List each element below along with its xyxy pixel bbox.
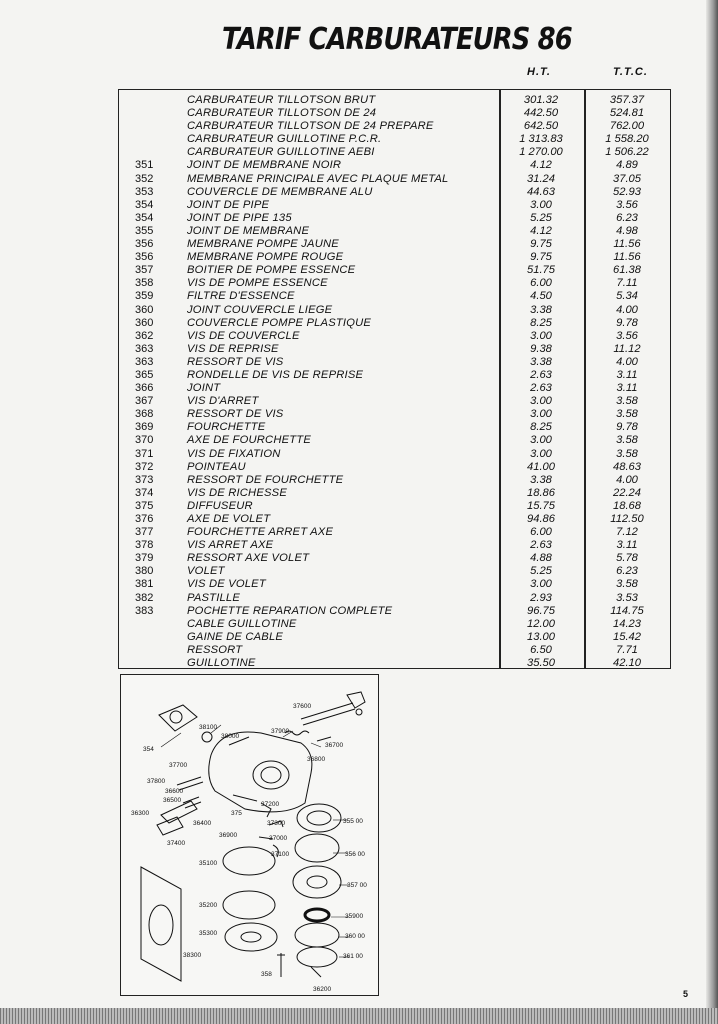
row-price-ttc: 4.00: [616, 355, 638, 368]
table-row: [119, 565, 670, 578]
gasket-sheet-part: [141, 867, 181, 981]
row-price-ttc: 11.12: [613, 342, 641, 355]
carburetor-exploded-diagram: [120, 674, 379, 996]
row-price-ttc: 1 558.20: [605, 133, 649, 146]
diagram-label-36000: 360 00: [345, 933, 365, 940]
row-price-ht: 35.50: [527, 657, 555, 670]
row-designation: COUVERCLE POMPE PLASTIQUE: [187, 316, 372, 329]
table-row: [119, 539, 670, 552]
row-ref: 383: [135, 604, 154, 617]
row-designation: MEMBRANE PRINCIPALE AVEC PLAQUE METAL: [187, 172, 449, 185]
row-ref: 382: [135, 591, 154, 604]
row-price-ht: 2.63: [530, 382, 552, 395]
row-price-ttc: 4.00: [616, 473, 638, 486]
row-price-ttc: 11.56: [613, 251, 641, 264]
table-row: [119, 592, 670, 605]
row-designation: PASTILLE: [187, 591, 241, 604]
diagram-label-37400: 37400: [167, 840, 186, 847]
row-price-ttc: 52.93: [613, 185, 641, 198]
table-row: [119, 199, 670, 212]
diagram-label-37900: 37900: [271, 728, 290, 735]
row-designation: COUVERCLE DE MEMBRANE ALU: [187, 185, 373, 198]
diagram-label-37600: 37600: [293, 703, 312, 710]
column-header-ttc: T.T.C.: [613, 66, 648, 78]
row-price-ht: 3.00: [530, 447, 552, 460]
row-ref: 360: [135, 316, 154, 329]
row-price-ttc: 4.00: [616, 303, 638, 316]
table-row: [119, 107, 670, 120]
row-ref: 363: [135, 355, 154, 368]
row-ref: 362: [135, 329, 154, 342]
row-price-ht: 94.86: [527, 513, 555, 525]
page-edge-shadow: [706, 0, 718, 1024]
table-row: [119, 408, 670, 421]
table-row: [119, 330, 670, 343]
row-ref: 380: [135, 565, 154, 578]
row-ref: 357: [135, 264, 154, 277]
row-price-ttc: 1 506.22: [605, 146, 649, 159]
row-price-ht: 3.00: [530, 198, 552, 211]
row-ref: 354: [135, 198, 154, 211]
table-row: [119, 513, 670, 526]
table-row: [119, 238, 670, 251]
row-ref: 360: [135, 303, 154, 316]
row-price-ht: 3.38: [530, 473, 552, 486]
row-price-ht: 96.75: [527, 604, 555, 617]
row-ref: 368: [135, 408, 154, 421]
row-ref: 373: [135, 473, 154, 486]
row-designation: RESSORT: [187, 643, 243, 656]
price-table-rows: [119, 94, 670, 670]
diagram-label-35500: 355 00: [343, 818, 363, 825]
diagram-label-37700: 37700: [169, 762, 188, 769]
table-row: [119, 212, 670, 225]
row-ref: 353: [135, 185, 154, 198]
row-designation: VIS DE REPRISE: [187, 342, 279, 355]
row-price-ht: 4.50: [530, 290, 552, 303]
row-designation: RESSORT DE FOURCHETTE: [187, 473, 344, 486]
row-price-ht: 41.00: [527, 460, 555, 473]
row-price-ht: 6.50: [530, 643, 552, 656]
row-ref: 359: [135, 290, 154, 303]
row-designation: VIS DE COUVERCLE: [187, 329, 300, 342]
row-designation: GUILLOTINE: [187, 657, 256, 670]
row-price-ht: 13.00: [527, 630, 555, 643]
diagram-label-35100: 35100: [199, 860, 218, 867]
diagram-label-37800: 37800: [147, 778, 166, 785]
row-designation: VIS DE POMPE ESSENCE: [187, 277, 328, 290]
row-designation: CABLE GUILLOTINE: [187, 617, 297, 630]
table-row: [119, 159, 670, 172]
row-price-ht: 6.00: [530, 526, 552, 539]
row-price-ttc: 5.78: [616, 552, 638, 565]
diagram-label-36700: 36700: [325, 742, 344, 749]
row-price-ht: 6.00: [530, 277, 552, 290]
row-price-ttc: 7.11: [616, 277, 638, 290]
row-price-ttc: 3.58: [616, 395, 638, 408]
row-price-ttc: 37.05: [613, 172, 641, 185]
column-header-ht: H.T.: [527, 66, 551, 78]
row-designation: VIS DE RICHESSE: [187, 486, 287, 499]
row-price-ttc: 7.71: [616, 643, 638, 656]
diagram-label-35900: 35900: [345, 913, 364, 920]
carburetor-body-part: [209, 732, 312, 812]
price-table: [118, 89, 671, 669]
row-designation: JOINT DE PIPE: [187, 198, 270, 211]
diagram-label-358: 358: [261, 971, 272, 978]
filter-screw-part: [311, 967, 321, 977]
row-designation: VOLET: [187, 565, 225, 578]
row-ref: 354: [135, 211, 154, 224]
table-row: [119, 526, 670, 539]
row-price-ht: 3.38: [530, 355, 552, 368]
row-designation: MEMBRANE POMPE JAUNE: [187, 238, 339, 251]
diagram-label-36900: 36900: [219, 832, 238, 839]
fuel-pump-parts: [293, 804, 341, 967]
table-row: [119, 225, 670, 238]
page-number: 5: [683, 989, 689, 999]
row-ref: 370: [135, 434, 154, 447]
row-price-ttc: 9.78: [616, 316, 638, 329]
row-price-ttc: 357.37: [609, 94, 645, 106]
row-ref: 381: [135, 578, 154, 591]
row-ref: 378: [135, 539, 154, 552]
table-row: [119, 251, 670, 264]
row-price-ht: 3.38: [530, 303, 552, 316]
row-designation: FOURCHETTE: [187, 421, 266, 434]
row-ref: 379: [135, 552, 154, 565]
table-row: [119, 552, 670, 565]
row-ref: 363: [135, 342, 154, 355]
table-row: [119, 434, 670, 447]
table-row: [119, 618, 670, 631]
table-row: [119, 487, 670, 500]
row-price-ttc: 15.42: [613, 630, 641, 643]
row-ref: 356: [135, 238, 154, 251]
row-price-ttc: 7.12: [616, 526, 638, 539]
row-designation: RONDELLE DE VIS DE REPRISE: [187, 368, 364, 381]
diagram-label-36400: 36400: [193, 820, 212, 827]
row-price-ht: 5.25: [530, 565, 552, 578]
row-price-ht: 18.86: [527, 486, 555, 499]
row-designation: FILTRE D'ESSENCE: [187, 290, 295, 303]
row-designation: VIS D'ARRET: [187, 395, 259, 408]
row-price-ht: 1 270.00: [519, 146, 563, 159]
diagram-label-36600: 36600: [165, 788, 184, 795]
row-price-ttc: 3.58: [616, 447, 638, 460]
carburetor-diagram-svg: [121, 675, 380, 997]
row-price-ttc: 48.63: [613, 460, 641, 473]
row-ref: 367: [135, 395, 154, 408]
diagram-label-35700: 357 00: [347, 882, 367, 889]
table-row: [119, 605, 670, 618]
table-row: [119, 644, 670, 657]
row-designation: CARBURATEUR GUILLOTINE P.C.R.: [187, 133, 382, 146]
row-designation: MEMBRANE POMPE ROUGE: [187, 251, 344, 264]
row-price-ttc: 3.56: [616, 198, 638, 211]
row-price-ttc: 5.34: [616, 290, 638, 303]
table-row: [119, 290, 670, 303]
row-price-ttc: 114.75: [610, 604, 644, 617]
row-price-ht: 301.32: [523, 94, 559, 106]
row-price-ttc: 3.11: [616, 539, 638, 552]
table-row: [119, 317, 670, 330]
row-price-ttc: 11.56: [613, 238, 641, 251]
row-designation: CARBURATEUR TILLOTSON DE 24 PREPARE: [187, 120, 434, 133]
row-designation: JOINT DE MEMBRANE: [187, 224, 310, 237]
table-row: [119, 631, 670, 644]
row-designation: BOITIER DE POMPE ESSENCE: [187, 264, 356, 277]
row-price-ht: 1 313.83: [519, 133, 563, 146]
row-ref: 369: [135, 421, 154, 434]
row-ref: 356: [135, 251, 154, 264]
row-price-ht: 3.00: [530, 395, 552, 408]
row-price-ht: 4.88: [530, 552, 552, 565]
row-price-ttc: 6.23: [616, 565, 638, 578]
row-designation: CARBURATEUR GUILLOTINE AEBI: [187, 146, 375, 159]
table-row: [119, 356, 670, 369]
table-row: [119, 395, 670, 408]
row-price-ht: 9.75: [530, 251, 552, 264]
row-price-ht: 3.00: [530, 329, 552, 342]
table-row: [119, 277, 670, 290]
row-price-ht: 44.63: [527, 185, 555, 198]
page-title: TARIF CARBURATEURS 86: [222, 22, 572, 57]
table-row: [119, 133, 670, 146]
row-price-ttc: 3.56: [616, 329, 638, 342]
row-designation: POINTEAU: [187, 460, 246, 473]
row-designation: RESSORT DE VIS: [187, 408, 284, 421]
row-designation: JOINT DE MEMBRANE NOIR: [187, 159, 342, 172]
row-price-ht: 2.93: [530, 591, 552, 604]
table-row: [119, 173, 670, 186]
row-price-ttc: 3.11: [616, 382, 638, 395]
row-ref: 352: [135, 172, 154, 185]
row-price-ht: 3.00: [530, 408, 552, 421]
row-designation: VIS DE FIXATION: [187, 447, 281, 460]
row-price-ttc: 524.81: [609, 107, 645, 120]
row-price-ht: 15.75: [527, 499, 555, 512]
table-row: [119, 461, 670, 474]
row-designation: FOURCHETTE ARRET AXE: [187, 526, 334, 539]
row-ref: 371: [135, 447, 154, 460]
row-price-ht: 9.38: [530, 342, 552, 355]
row-designation: CARBURATEUR TILLOTSON BRUT: [187, 94, 376, 106]
membrane-parts: [223, 847, 277, 951]
row-designation: VIS DE VOLET: [187, 578, 266, 591]
washer-part: [202, 732, 212, 742]
row-designation: CARBURATEUR TILLOTSON DE 24: [187, 107, 377, 120]
table-row: [119, 304, 670, 317]
row-price-ht: 8.25: [530, 421, 552, 434]
diagram-label-37100: 37100: [271, 851, 290, 858]
row-price-ttc: 762.00: [609, 120, 645, 133]
bottom-screw-part: [277, 953, 285, 977]
table-row: [119, 382, 670, 395]
row-designation: POCHETTE REPARATION COMPLETE: [187, 604, 393, 617]
row-price-ttc: 9.78: [616, 421, 638, 434]
table-row: [119, 421, 670, 434]
diagram-label-38000: 38000: [221, 733, 240, 740]
table-row: [119, 186, 670, 199]
row-designation: JOINT: [187, 382, 221, 395]
row-designation: RESSORT AXE VOLET: [187, 552, 310, 565]
row-designation: GAINE DE CABLE: [187, 630, 284, 643]
diagram-label-375: 375: [231, 810, 242, 817]
row-price-ht: 3.00: [530, 578, 552, 591]
row-price-ttc: 3.58: [616, 578, 638, 591]
row-price-ttc: 18.68: [613, 499, 641, 512]
row-price-ttc: 3.11: [616, 368, 638, 381]
row-designation: RESSORT DE VIS: [187, 355, 284, 368]
diagram-label-37200: 37200: [261, 801, 280, 808]
row-ref: 375: [135, 499, 154, 512]
row-price-ht: 8.25: [530, 316, 552, 329]
row-price-ht: 4.12: [530, 224, 552, 237]
scan-bottom-band: [0, 1008, 718, 1024]
row-ref: 366: [135, 382, 154, 395]
row-price-ht: 4.12: [530, 159, 552, 172]
table-row: [119, 448, 670, 461]
row-price-ttc: 6.23: [616, 211, 638, 224]
row-price-ttc: 3.53: [616, 591, 638, 604]
row-price-ttc: 3.58: [616, 434, 638, 447]
row-price-ttc: 4.89: [616, 159, 638, 172]
row-price-ht: 3.00: [530, 434, 552, 447]
row-designation: JOINT DE PIPE 135: [187, 211, 292, 224]
table-row: [119, 474, 670, 487]
diagram-label-37000: 37000: [269, 835, 288, 842]
screw-part: [317, 737, 331, 741]
row-price-ht: 51.75: [527, 264, 555, 277]
diagram-label-37300: 37300: [267, 820, 286, 827]
row-ref: 372: [135, 460, 154, 473]
row-ref: 355: [135, 224, 154, 237]
row-price-ttc: 3.58: [616, 408, 638, 421]
row-designation: DIFFUSEUR: [187, 499, 253, 512]
table-row: [119, 369, 670, 382]
row-designation: VIS ARRET AXE: [187, 539, 274, 552]
diagram-label-36300: 36300: [131, 810, 150, 817]
row-ref: 374: [135, 486, 154, 499]
table-row: [119, 264, 670, 277]
diagram-label-35600: 356 00: [345, 851, 365, 858]
row-ref: 365: [135, 368, 154, 381]
diagram-label-38100: 38100: [199, 724, 218, 731]
row-price-ht: 642.50: [523, 120, 559, 133]
row-price-ht: 12.00: [527, 617, 555, 630]
pipe-gasket-part: [159, 705, 197, 731]
row-price-ttc: 42.10: [613, 657, 641, 670]
table-row: [119, 500, 670, 513]
table-row: [119, 578, 670, 591]
row-price-ttc: 61.38: [613, 264, 641, 277]
table-row: [119, 657, 670, 670]
row-price-ttc: 4.98: [616, 224, 638, 237]
table-row: [119, 343, 670, 356]
row-ref: 351: [135, 159, 154, 172]
row-price-ht: 442.50: [523, 107, 559, 120]
diagram-label-35200: 35200: [199, 902, 218, 909]
diagram-label-38300: 38300: [183, 952, 202, 959]
row-price-ttc: 22.24: [613, 486, 641, 499]
diagram-label-36800: 36800: [307, 756, 326, 763]
row-ref: 376: [135, 513, 154, 525]
row-designation: AXE DE FOURCHETTE: [187, 434, 311, 447]
diagram-label-354: 354: [143, 746, 154, 753]
row-price-ht: 5.25: [530, 211, 552, 224]
row-price-ttc: 112.50: [610, 513, 644, 525]
row-ref: 358: [135, 277, 154, 290]
table-row: [119, 94, 670, 107]
row-price-ht: 2.63: [530, 368, 552, 381]
row-price-ht: 9.75: [530, 238, 552, 251]
row-price-ht: 2.63: [530, 539, 552, 552]
diagram-label-36100: 361 00: [343, 953, 363, 960]
diagram-label-35300: 35300: [199, 930, 218, 937]
row-price-ttc: 14.23: [613, 617, 641, 630]
table-row: [119, 120, 670, 133]
row-designation: AXE DE VOLET: [187, 513, 271, 525]
table-row: [119, 146, 670, 159]
row-ref: 377: [135, 526, 154, 539]
diagram-label-36500: 36500: [163, 797, 182, 804]
diagram-label-36200: 36200: [313, 986, 332, 993]
row-designation: JOINT COUVERCLE LIEGE: [187, 303, 333, 316]
row-price-ht: 31.24: [527, 172, 555, 185]
